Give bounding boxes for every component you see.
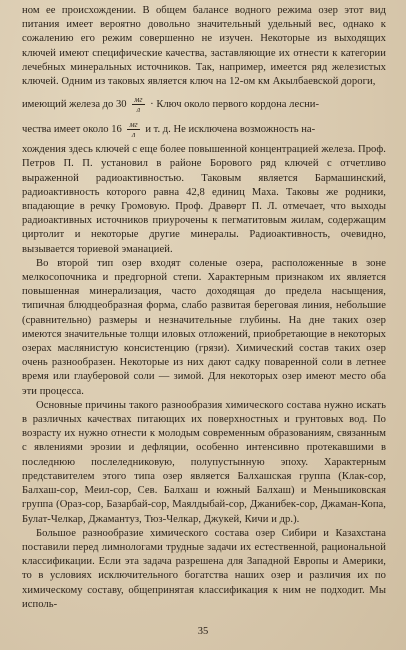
iron-content-line-1 <box>22 95 386 114</box>
fraction-denominator: л <box>136 105 141 115</box>
frac2-text-before: чества имеет около 16 <box>22 124 122 136</box>
paragraph-2: хождения здесь ключей с еще более повышенной концентрацией железа. Проф. Петров П. П. установил в районе Борового ряд ключей с отчетливо выраженной радиоактивностью. Таковым является Бармашинский, радиоактивность которого равна 42,8 единиц Маха. Таковы же родники, впадающие в речку Громовую. Проф. Дравөрт П. Л. отмечает, что выходы радиоактивных источников приурочены к пегматитовым жилам, содержащим циртолит и некоторые другие минералы. Радиоактивность, очевидно, вызывается ториевой эманацией. <box>22 144 386 255</box>
page-number: 35 <box>197 626 209 637</box>
iron-content-line-2 <box>22 120 386 139</box>
fraction-numerator: мг <box>129 120 138 130</box>
paragraph-3: Во второй тип озер входят соленые озера, расположенные в зоне мелкосопочника и предгорной степи. Характерным признаком их является повышенная минерализация, часто доходящая до предела насыщения, типичная блюдцеобразная форма, слабо развитая береговая линия, небольшие (сравнительно) размеры и незначительные глубины. На дне таких озер имеются значительные толщи иловых отложений, приобретающие в некоторых озерах маслянистую консистенцию (грязи). Химический состав таких озер очень разнообразен. Некоторые из них дают садку поваренной соли в летнее время или глауберовой соли — зимой. Для некоторых озер имеют место оба эти процесса. <box>22 257 386 397</box>
paragraph-1: ном ее происхождении. В общем балансе водного режима озер этот вид питания имеет вероятно довольно значительный удельный вес, однако к сожалению его режим совершенно не изучен. Некоторые из выходящих ключей имеют специфические качества, заставляющие их отнести к категории лечебных минеральных источников. Так, например, имеется ряд железистых ключей. Одним из таковых является ключ на 12-ом км Акылбаевской дороги, <box>22 5 386 88</box>
paragraph-4: Основные причины такого разнообразия химического состава нужно искать в различных качествах питающих их поверхностных и грунтовых вод. По возрасту их нужно отнести к молодым современным образованиям, связанным с явлениями эрозии и дефляции, особенно интенсивно протекавшими в последнюю послеледниковую, полупустынную эпоху. Характерным представителем этого типа озер является Балхашская группа (Клак-сор, Балхаш-сор, Меил-сор, Сев. Балхаш и южный Балхаш) и Меньшиковская группа (Ораз-сор, Базарбай-сор, Маялдыбай-сор, Джанибек-сор, Джаман-Копа, Булат-Челкар, Джамантуз, Тюз-Челкар, Джукей, Кичи и др.). <box>22 399 386 525</box>
fraction-mg-per-l-1 <box>132 95 144 114</box>
frac1-text-after: · Ключ около первого кордона лесни- <box>150 99 319 111</box>
fraction-mg-per-l-2 <box>127 120 139 139</box>
fraction-denominator: л <box>131 130 136 140</box>
fraction-numerator: мг <box>134 95 143 105</box>
frac2-text-after: и т. д. Не исключена возможность на- <box>145 124 316 136</box>
paragraph-5: Большое разнообразие химического состава озер Сибири и Казахстана поставили перед лимнологами трудные задачи их естественной, рациональной классификации. Если эта задача разрешена для Западной Европы и Америки, то в условиях исключительного богатства наших озер и различия их по химическому составу, общепринятая классификация к ним не подходит. Мы исполь- <box>22 527 386 610</box>
page-text <box>22 4 386 612</box>
frac1-text-before: имеющий железа до 30 <box>22 99 127 111</box>
